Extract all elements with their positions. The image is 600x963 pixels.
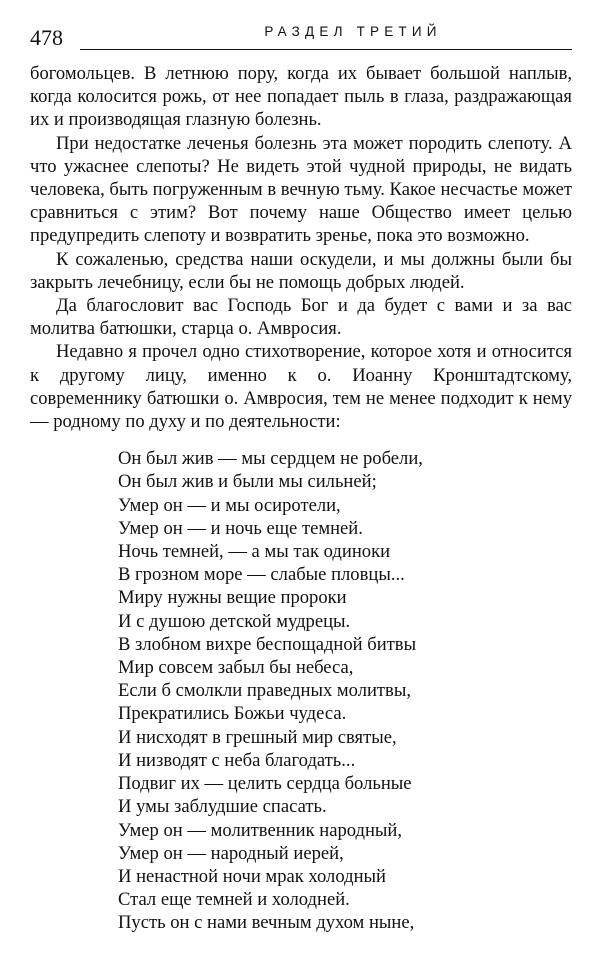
poem-line: Прекратились Божьи чудеса. <box>118 703 347 725</box>
poem-line: И с душою детской мудрецы. <box>118 610 351 632</box>
paragraph-blindness: При недостатке леченья болезнь эта может породить слепоту. А что ужаснее слепоты? Не видеть этой чудной природы, не видать человека, быть погруженным в вечную тьму. Какое несчастье может сравниться с этим? Вот почему наше Общество имеет целью предупредить слепоту и возвратить зренье, пока это возможно. <box>30 132 572 247</box>
poem-line: И ненастной ночи мрак холодный <box>118 865 386 887</box>
poem-line: Умер он — народный иерей, <box>118 842 344 864</box>
paragraph-poem-intro: Недавно я прочел одно стихотворение, которое хотя и относится к другому лицу, именно к о. Иоанну Кронштадтскому, современнику батюшки о. Амвросия, тем не менее подходит к нему — родному по духу и по деятельности: <box>30 341 572 433</box>
poem-line: Ночь темней, — а мы так одиноки <box>118 541 391 563</box>
poem-line: Умер он — молитвенник народный, <box>118 819 403 841</box>
page-number: 478 <box>30 25 63 50</box>
poem-line: Умер он — и мы осиротели, <box>118 494 341 516</box>
poem-line: Стал еще темней и холодней. <box>118 889 350 911</box>
poem-line: И умы заблудшие спасать. <box>118 796 327 818</box>
running-title: РАЗДЕЛ ТРЕТИЙ <box>238 24 468 40</box>
poem-line: Он был жив и были мы сильней; <box>118 471 377 493</box>
header-rule <box>80 49 572 50</box>
poem-line: Пусть он с нами вечным духом ныне, <box>118 912 415 934</box>
page-header <box>30 24 572 54</box>
poem-line: Мир совсем забыл бы небеса, <box>118 657 354 679</box>
paragraph-continued: богомольцев. В летнюю пору, когда их бывает большой наплыв, когда колосится рожь, от нее попадает пыль в глаза, раздражающая их и производящая глазную болезнь. <box>30 63 572 131</box>
poem <box>118 447 572 934</box>
paragraph-funds: К сожаленью, средства наши оскудели, и мы должны были бы закрыть лечебницу, если бы не помощь добрых людей. <box>30 248 572 293</box>
poem-line: В грозном море — слабые пловцы... <box>118 564 405 586</box>
poem-line: И нисходят в грешный мир святые, <box>118 726 397 748</box>
page-body <box>30 62 572 935</box>
poem-line: И низводят с неба благодать... <box>118 749 356 771</box>
poem-line: Подвиг их — целить сердца больные <box>118 773 412 795</box>
poem-line: В злобном вихре беспощадной битвы <box>118 633 417 655</box>
poem-line: Он был жив — мы сердцем не робели, <box>118 448 423 470</box>
poem-line: Миру нужны вещие пророки <box>118 587 347 609</box>
poem-line: Умер он — и ночь еще темней. <box>118 517 363 539</box>
poem-line: Если б смолкли праведных молитвы, <box>118 680 411 702</box>
paragraph-blessing: Да благословит вас Господь Бог и да будет с вами и за вас молитва батюшки, старца о. Амвросия. <box>30 295 572 340</box>
